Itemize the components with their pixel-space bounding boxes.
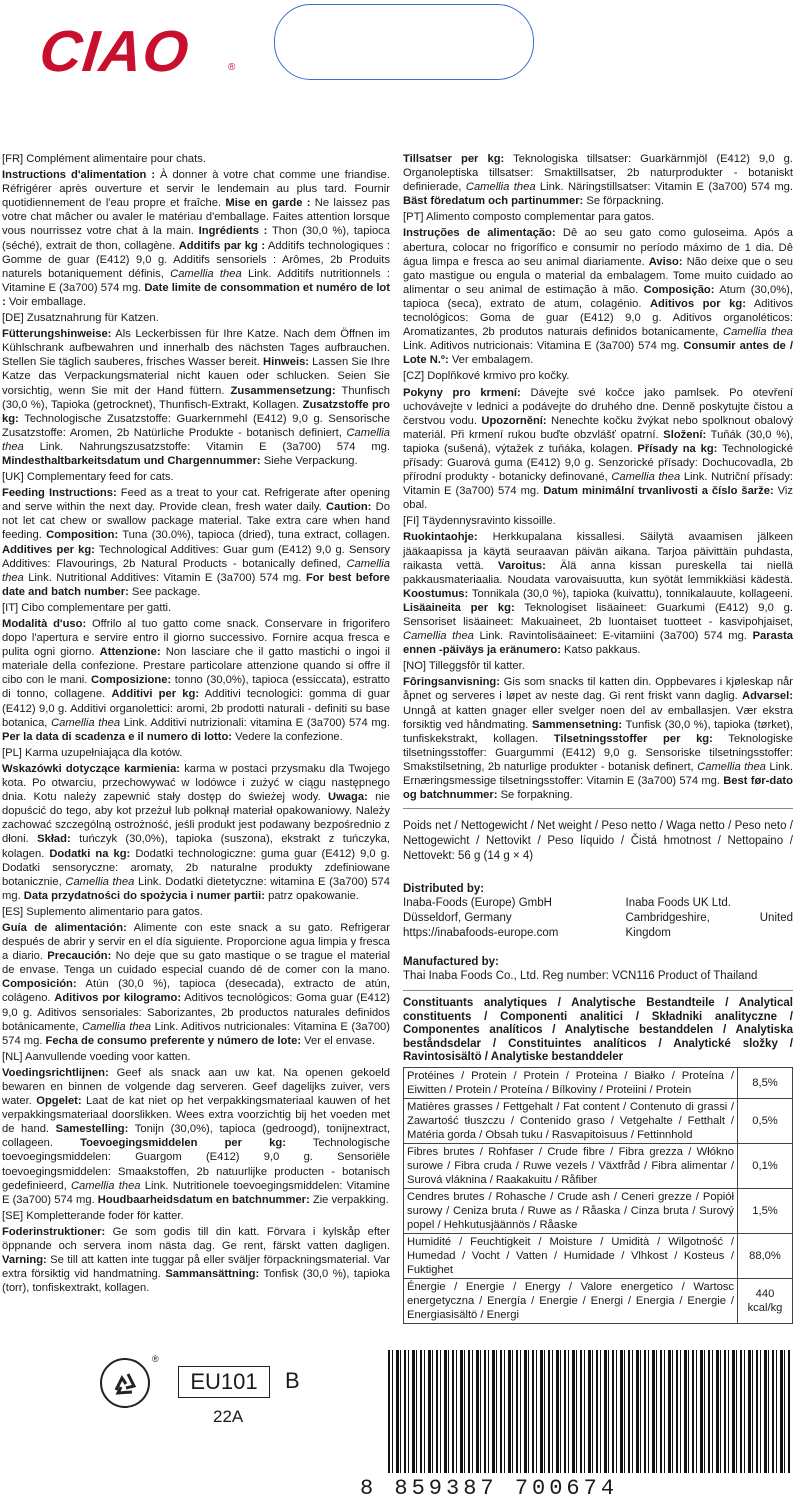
bold-label: Varoitus: [498, 559, 546, 572]
section-body [2, 1066, 390, 1207]
body-text: Ver el envase. [301, 1034, 376, 1047]
italic-term: Camellia thea [65, 875, 135, 888]
body-text: Ge som godis till din katt. Förvara i kylskåp efter öppnande och servera inom nästa dag. Ge rent, färskt vatten dagligen. [2, 1225, 390, 1253]
body-text: Additivi tecnologici: gomma di guar (E412) 9,0 g. Additivi organolettici: aromi, 2b prodotti naturali - definiti su base botanica, [2, 688, 390, 729]
body-text: Tonijn (30,0%), tapioca (gedroogd), tonijnextract, collageen. [2, 1123, 390, 1150]
bold-label: Mise en garde : [225, 197, 311, 210]
bold-label: Varning: [2, 1254, 47, 1267]
body-text: Siehe Verpackung. [260, 454, 358, 467]
language-code: [NL] [2, 1050, 23, 1063]
bold-label: Upozornění: [481, 414, 547, 427]
bold-label: Koostumus: [403, 587, 469, 600]
bold-label: Voedingsrichtlijnen: [2, 1066, 109, 1079]
bold-label: Hinweis: [263, 356, 310, 369]
bold-label: Instructions d'alimentation : [2, 169, 156, 182]
body-text: Link. Aditivos nutricionales: Vitamina E (3a700) 574 mg. [2, 1020, 390, 1047]
bold-label: Samestelling: [55, 1123, 129, 1136]
table-row [404, 1233, 793, 1278]
barcode-number: 8 859387 700674 [360, 1476, 619, 1501]
body-text: Offrilo al tuo gatto come snack. Conservare in frigorifero dopo l'apertura e servire entro il giorno successivo. Fornire acqua fresca e pulita ogni giorno. [2, 618, 391, 659]
section-body [403, 675, 793, 802]
body-text: Ne laissez pas votre chat mâcher ou avaler le matériau d'emballage. Faites attention lorsque vous nourrissez votre chat à la main. [2, 197, 390, 238]
italic-term: Camellia thea [82, 1020, 151, 1033]
bold-label: Fôringsanvisning: [403, 676, 500, 689]
body-text: Technologické přísady: Guarová guma (E412) 9,0 g. Senzorické přísady: Dochucovadla, 2b přírodní produkty - botanicky definované, [403, 442, 793, 484]
section-title: Täydennysravinto kissoille. [422, 515, 556, 528]
body-text: Link. Ernæringsmessige tilsetningsstoffer: Vitamin E (3a700) 574 mg. [403, 760, 794, 788]
body-text: patrz opakowanie. [264, 889, 359, 902]
body-text: tonno (30,0%), tapioca (essiccata), estratto di tonno, collagene. [2, 674, 390, 701]
italic-term: Camellia thea [2, 557, 390, 584]
bold-label: Additifs par kg : [178, 239, 266, 252]
section-title: Alimento composto complementar para gatos. [426, 211, 655, 224]
body-text: Als Leckerbissen für Ihre Katze. Nach dem Öffnen im Kühlschrank aufbewahren und innerhalb des nächsten Tages aufbrauchen. Stellen Sie täglich sauberes, frisches Wasser bereit. [2, 328, 390, 369]
bold-label: Složení: [663, 428, 707, 441]
distributed-block [403, 896, 793, 941]
body-text: Vedere la confezione. [232, 730, 343, 743]
bold-label: Precaución: [47, 950, 112, 963]
body-text: Não deixe que o seu gato mastigue ou engula o material da embalagem. Tome muito cuidado ao alimentar o seu animal de estimação à mão. [403, 255, 793, 296]
bold-label: Composizione: [91, 674, 172, 687]
language-code: [IT] [2, 601, 19, 614]
recycle-icon [100, 1358, 150, 1408]
manufacturer-line: Thai Inaba Foods Co., Ltd. Reg number: VCN116 Product of Thailand [403, 970, 758, 983]
body-text: Unngå at katten gnager eller svelger noen del av emballasjen. Vær ekstra forsiktig ved håndmating. [403, 704, 793, 731]
section-title: Tilleggsfôr til katter. [428, 660, 525, 673]
bold-label: Tilsetningsstoffer per kg: [553, 732, 713, 745]
bold-label: Fecha de consumo preferente y número de lote: [45, 1034, 302, 1047]
italic-term: Camellia thea [611, 471, 681, 484]
distributed-title: Distributed by: [403, 883, 485, 896]
constituent-value: 8,5% [738, 1067, 793, 1098]
bold-label: Opgelet: [36, 1095, 82, 1108]
body-text: Feed as a treat to your cat. Refrigerate after opening and serve within the next day. Provide clean, fresh water daily. [2, 487, 390, 514]
section-heading [403, 210, 793, 224]
section-body [2, 168, 390, 309]
body-text: Viz obal. [403, 485, 793, 512]
bold-label: Datum minimální trvanlivosti a číslo šarže: [543, 485, 774, 498]
section-body [2, 762, 390, 903]
constituent-value: 0,5% [738, 1098, 793, 1143]
section-body [403, 530, 793, 657]
section-title: Zusatznahrung für Katzen. [26, 312, 159, 325]
section-heading [2, 1050, 390, 1064]
section-title: Suplemento alimentario para gatos. [26, 905, 203, 918]
uk-distributor-name: Inaba Foods UK Ltd. [625, 897, 731, 910]
body-text: See package. [128, 585, 201, 598]
net-weight: Poids net / Nettogewicht / Net weight / Peso netto / Waga netto / Peso neto / Nettogewicht / Nettovikt / Peso líquido / Čistá hmotnost / Nettopaino / Nettovekt: 56 g (14 g × 4) [403, 820, 793, 863]
table-row [404, 1188, 793, 1233]
italic-term: Camellia thea [70, 1179, 141, 1192]
section-body [403, 226, 793, 367]
language-code: [DE] [2, 312, 24, 325]
italic-term: Camellia thea [170, 267, 242, 280]
bold-label: Parasta ennen -päiväys ja eränumero: [403, 630, 793, 657]
manufactured-title: Manufactured by: [403, 956, 499, 969]
section-body [2, 921, 390, 1048]
body-text: Tunfisk (30,0 %), tapioka (tørket), tunfiskekstrakt, kollagen. [403, 718, 793, 745]
body-text: Aditivos tecnológicos: Goma de guar (E412) 9,0 g. Aditivos organoléticos: Aromatizantes, 2b produtos naturais definidos botanicamente, [403, 297, 794, 339]
bold-label: Tillsatser per kg: [403, 153, 505, 165]
body-text: Teknologiska tillsatser: Guarkärnmjöl (E412) 9,0 g. Organoleptiska tillsatser: Smaktillsatser, 2b naturprodukter - botaniskt definierade, [403, 153, 793, 194]
bold-label: Lisäaineita per kg: [403, 601, 515, 614]
header [0, 0, 797, 118]
body-text: Link. Nutritionele toevoegingsmiddelen: Vitamine E (3a700) 574 mg. [2, 1179, 390, 1206]
table-row [404, 1098, 793, 1143]
body-text: Älä anna kissan pureskella tai niellä pakkausmateriaalia. Noudata varovaisuutta, kun syötät lemmikkiäsi kädestä. [403, 559, 793, 586]
constituent-value: 1,5% [738, 1188, 793, 1233]
analytics-table [403, 1067, 793, 1324]
section-heading [2, 311, 390, 325]
body-text: Link. Näringstillsatser: Vitamin E (3a700) 574 mg. [535, 181, 793, 194]
body-text: Link. Aditivos nutricionais: Vitamina E (3a700) 574 mg. [403, 340, 684, 353]
bold-label: Best før-dato og batchnummer: [403, 775, 793, 802]
divider [403, 808, 793, 809]
bold-label: Per la data di scadenza e il numero di lotto: [2, 730, 233, 743]
eu-code-letter: B [285, 1368, 300, 1393]
body-text: Do not let cat chew or swallow package material. Take extra care when hand feeding. [2, 501, 390, 542]
body-text: Atún (30,0 %), tapioca (desecada), extracto de atún, colágeno. [2, 978, 390, 1005]
section-body [403, 386, 793, 513]
section-heading [2, 470, 390, 484]
language-code: [SE] [2, 1209, 24, 1222]
body-text: Se förpackning. [583, 195, 665, 208]
section-title: Complementary feed for cats. [26, 471, 174, 484]
body-text: Voir emballage. [5, 295, 86, 308]
bold-label: Dodatki na kg: [49, 847, 131, 860]
section-title: Karma uzupełniająca dla kotów. [25, 746, 183, 759]
section-heading [403, 369, 793, 383]
section-body [2, 486, 390, 599]
body-text: Dávejte své kočce jako pamlsek. Po otevření uchovávejte v lednici a podávejte do druhého dne. Denně poskytujte čistou a čerstvou vodu. [403, 386, 793, 427]
bold-label: Caution: [326, 501, 372, 514]
section-heading [403, 514, 793, 528]
body-text: Teknologiset lisäaineet: Guarkumi (E412) 9,0 g. Sensoriset lisäaineet: Makuaineet, 2b luontaiset tuotteet - kasvipohjaiset, [403, 601, 793, 628]
body-text: tuńczyk (30,0%), tapioka (suszona), ekstrakt z tuńczyka, kolagen. [2, 833, 390, 860]
body-text: Zie verpakking. [309, 1193, 389, 1206]
eu-sub-code: 22A [213, 1407, 244, 1426]
brand-logo: CIAO [36, 19, 193, 84]
bold-label: Mindesthaltbarkeitsdatum und Chargennummer: [2, 454, 261, 467]
body-text: Additifs technologiques : Gomme de guar (E412) 9,0 g. Additifs sensoriels : Arômes, 2b Produits naturels botaniquement définis, [2, 239, 390, 280]
bold-label: Feeding Instructions: [2, 487, 117, 500]
uk-distributor-region: Cambridgeshire, United Kingdom [625, 912, 793, 940]
body-text: Link. Dodatki dietetyczne: witamina E (3a700) 574 mg. [2, 875, 390, 902]
bold-label: Data przydatności do spożycia i numer partii: [23, 889, 265, 902]
recycle-registered-mark: ® [152, 1354, 159, 1364]
bold-label: Sammansättning: [165, 1268, 260, 1281]
table-row [404, 1278, 793, 1323]
italic-term: Camellia thea [2, 426, 390, 453]
language-code: [PT] [403, 211, 424, 224]
bold-label: Pokyny pro krmení: [403, 386, 521, 399]
body-text: Thunfisch (30,0 %), Tapioka (getrocknet), Thunfisch-Extrakt, Kollagen. [2, 384, 390, 411]
bold-label: Zusammensetzung: [230, 384, 336, 397]
constituent-label: Humidité / Feuchtigkeit / Moisture / Umidità / Wilgotność / Humedad / Vocht / Vatten / Humidade / Vlhkost / Kosteus / Fuktighet [404, 1233, 738, 1278]
body-text: nie dopuścić do tego, aby kot przeżuł lub połknął materiał opakowaniowy. Należy zachować szczególną ostrożność, jeśli produkt jest podawany bezpośrednio z dłoni. [2, 791, 391, 846]
distributor-name: Inaba-Foods (Europe) GmbH [403, 897, 552, 910]
bold-label: Zusatzstoffe pro kg: [2, 398, 390, 425]
language-code: [NO] [403, 660, 426, 673]
right-sections [403, 152, 793, 802]
section-title: Aanvullende voeding voor katten. [25, 1050, 191, 1063]
body-text: Gis som snacks til katten din. Oppbevares i kjøleskap når åpnet og serveres i løpet av neste dag. Gi rent friskt vann daglig. [403, 676, 793, 703]
body-text: Link. Nutriční přísady: Vitamin E (3a700) 574 mg. [403, 471, 794, 498]
bold-label: Ruokintaohje: [403, 531, 478, 544]
constituent-label: Cendres brutes / Rohasche / Crude ash / Ceneri grezze / Popiół surowy / Ceniza bruta / Ruwe as / Råaska / Cinza bruta / Surový popel / Hehkutusjäännös / Råaske [404, 1188, 738, 1233]
body-text: Lassen Sie Ihre Katze das Verpackungsmaterial nicht kauen oder schlucken. Seien Sie vorsichtig, wenn Sie mit der Hand füttern. [2, 356, 390, 397]
bold-label: Uwaga: [327, 791, 368, 804]
body-text: Non lasciare che il gatto mastichi o ingoi il materiale della confezione. Prestare particolare attenzione quando si offre il cibo con le mani. [2, 646, 390, 687]
section-heading [2, 601, 390, 615]
language-code: [FR] [2, 153, 24, 165]
table-row [404, 1067, 793, 1098]
section-body [2, 327, 390, 468]
bold-label: Guía de alimentación: [2, 921, 127, 934]
body-text: Ver embalagem. [448, 354, 534, 367]
body-text: Geef als snack aan uw kat. Na openen gekoeld bewaren en binnen de volgende dag serveren. Geef dagelijks zuiver, vers water. [2, 1066, 390, 1108]
distributor-url: https://inabafoods-europe.com [403, 927, 559, 940]
body-text: Katso pakkaus. [560, 644, 641, 657]
bold-label: Sammensetning: [531, 718, 623, 731]
body-text: No deje que su gato mastique o se trague el material de envase. Tenga un cuidado especial cuando dé de comer con la mano. [2, 950, 390, 977]
bold-label: Advarsel: [742, 690, 793, 703]
body-text: karma w postaci przysmaku dla Twojego kota. Po otwarciu, przechowywać w lodówce i zużyć w ciągu następnego dnia. Kotu należy zapewnić stały dostęp do świeżej wody. [2, 762, 390, 804]
blank-label-pill [274, 4, 534, 80]
bold-label: Toevoegingsmiddelen per kg: [80, 1137, 286, 1150]
body-text: Dê ao seu gato como guloseima. Após a abertura, colocar no frigorífico e consumir no período máximo de 1 dia. Dê água limpa e fresca ao seu animal diariamente. [403, 227, 793, 268]
section-heading [2, 905, 390, 919]
bold-label: Consumir antes de / Lote N.º: [403, 340, 793, 367]
section-title: Complément alimentaire pour chats. [26, 153, 206, 165]
italic-term: Camellia thea [697, 760, 766, 773]
body-text: Link. Nahrungszusatzstoffe: Vitamin E (3a700) 574 mg. [23, 440, 390, 453]
section-title: Kompletterande foder för katter. [26, 1209, 184, 1222]
distributor-city: Düsseldorf, Germany [403, 912, 512, 925]
language-code: [UK] [2, 471, 24, 484]
language-code: [ES] [2, 905, 24, 918]
bold-label: Aditivos por kilogramo: [54, 992, 182, 1005]
bold-label: Additives per kg: [2, 543, 95, 556]
bold-label: Houdbaarheidsdatum en batchnummer: [97, 1193, 310, 1206]
section-heading [403, 659, 793, 673]
section-body [2, 617, 390, 744]
body-text: Dodatki technologiczne: guma guar (E412) 9,0 g. Dodatki sensoryczne: aromaty, 2b naturalne produkty zdefiniowane botanicznie, [2, 847, 391, 888]
body-text: Alimente con este snack a su gato. Refrigerar después de abrir y servir en el día siguiente. Proporcione agua limpia y fresca a diario. [2, 921, 390, 963]
right-text-column [403, 152, 793, 1324]
bold-label: Aditivos por kg: [649, 297, 746, 310]
eu-code-box: EU101 [178, 1366, 270, 1398]
body-text: Se till att katten inte tuggar på eller sväljer förpackningsmaterial. Var extra försiktig vid handmatning. [2, 1254, 390, 1281]
constituent-label: Protéines / Protein / Protein / Proteina / Białko / Proteína / Eiwitten / Protein / Proteína / Bílkoviny / Proteiini / Protein [404, 1067, 738, 1098]
section-title: Doplňkové krmivo pro kočky. [427, 370, 570, 383]
section-body [403, 152, 793, 208]
bold-label: Composição: [643, 283, 715, 296]
constituent-value: 88,0% [738, 1233, 793, 1278]
body-text: Se forpakning. [497, 789, 573, 802]
bold-label: Wskazówki dotyczące karmienia: [2, 762, 181, 775]
bold-label: Aviso: [648, 255, 683, 268]
section-title: Cibo complementare per gatti. [21, 601, 172, 614]
barcode [388, 1350, 790, 1473]
bold-label: Modalità d'uso: [2, 618, 87, 630]
bold-label: Additivi per kg: [111, 688, 200, 701]
section-heading [2, 152, 390, 166]
constituent-label: Énergie / Energie / Energy / Valore energetico / Wartosc energetyczna / Energía / Energie / Energi / Energia / Energie / Energiasisältö / Energi [404, 1278, 738, 1323]
bottom-strip [0, 1350, 797, 1500]
constituent-value: 0,1% [738, 1143, 793, 1188]
body-text: Tuňák (30,0 %), tapioka (sušená), výtažek z tuňáka, kolagen. [403, 428, 793, 455]
constituent-value: 440 kcal/kg [738, 1278, 793, 1323]
bold-label: Skład: [37, 833, 71, 846]
body-text: Thon (30,0 %), tapioca (séché), extrait de thon, collagène. [2, 225, 390, 252]
bold-label: Ingrédients : [198, 225, 268, 238]
analytics-title: Constituants analytiques / Analytische Bestandteile / Analytical constituents / Componenti analitici / Składniki analityczne / Componentes analíticos / Analytische bestanddelen / Analytiska beståndsdelar / Constituintes analíticos / Analytické složky / Ravintosisältö / Analytiske bestanddeler [403, 997, 793, 1064]
language-code: [FI] [403, 515, 420, 528]
italic-term: Camellia thea [722, 326, 793, 339]
body-text: Technologische toevoegingsmiddelen: Guargom (E412) 9,0 g. Sensoriële toevoegingsmiddelen: Smaakstoffen, 2b natuurlijke producten - botanisch gedefinieerd, [2, 1137, 390, 1192]
body-text: Link. Ravintolisäaineet: E-vitamiini (3a700) 574 mg. [473, 630, 753, 643]
table-row [404, 1143, 793, 1188]
body-text: Herkkupalana kissallesi. Säilytä avaamisen jälkeen jääkaapissa ja käytä seuraavan päivän aikana. Tarjoa päivittäin puhdasta, raikasta vettä. [403, 531, 793, 572]
body-text: Link. Additifs nutritionnels : Vitamine E (3a700) 574 mg. [2, 267, 390, 294]
language-code: [PL] [2, 746, 22, 759]
bold-label: Composition: [46, 529, 119, 542]
bold-label: Instruções de alimentação: [403, 227, 556, 240]
body-text: Tonfisk (30,0 %), tapioka (torr), tonfiskextrakt, kollagen. [2, 1268, 391, 1295]
left-text-column [2, 152, 390, 1297]
italic-term: Camellia thea [403, 630, 474, 643]
section-heading [2, 1209, 390, 1223]
bold-label: For best before date and batch number: [2, 571, 391, 598]
language-code: [CZ] [403, 370, 425, 383]
bold-label: Přísady na kg: [637, 442, 718, 455]
body-text: Atum (30,0%), tapioca (seca), extrato de atum, colagénio. [403, 283, 793, 310]
body-text: Technologische Zusatzstoffe: Guarkernmehl (E412) 9,0 g. Sensorische Zusatzstoffe: Aromen, 2b Natürliche Produkte - botanisch definiert, [2, 412, 390, 439]
italic-term: Camellia thea [51, 716, 121, 729]
body-text: Link. Nutritional Additives: Vitamin E (3a700) 574 mg. [23, 571, 306, 584]
bold-label: Foderinstruktioner: [2, 1225, 106, 1238]
body-text: À donner à votre chat comme une friandise. Réfrigérer après ouverture et servir le lendemain au plus tard. Fournir quotidiennement de l'eau propre et fraîche. [2, 169, 391, 210]
body-text: Aditivos tecnológicos: Goma guar (E412) 9,0 g. Aditivos sensoriales: Saborizantes, 2b productos naturales definidos botánicamente, [2, 992, 390, 1033]
bold-label: Bäst föredatum och partinummer: [403, 195, 584, 208]
bold-label: Date limite de consommation et numéro de lot : [2, 281, 390, 308]
section-heading [2, 746, 390, 760]
bold-label: Fütterungshinweise: [2, 328, 112, 341]
divider [403, 990, 793, 991]
section-body [2, 1225, 390, 1295]
bold-label: Attenzione: [99, 646, 161, 659]
body-text: Link. Additivi nutrizionali: vitamina E (3a700) 574 mg. [120, 716, 391, 729]
brand-registered-mark: ® [228, 62, 236, 73]
constituent-label: Fibres brutes / Rohfaser / Crude fibre / Fibra grezza / Włókno surowe / Fibra cruda / Ruwe vezels / Växtfråd / Fibra alimentar / Surová vláknina / Raakakuitu / Råfiber [404, 1143, 738, 1188]
body-text: Technological Additives: Guar gum (E412) 9,0 g. Sensory Additives: Flavourings, 2b Natural Products - botanically defined, [2, 543, 390, 570]
body-text: Laat de kat niet op het verpakkingsmateriaal kauwen of het verpakkingsmateriaal doorslikken. Wees extra voorzichtig bij het voeden met de hand. [2, 1095, 390, 1136]
body-text: Teknologiske tilsetningsstoffer: Guargummi (E412) 9,0 g. Sensoriske tilsetningsstoffer: Smakstilsetning, 2b naturlige produkter - botanisk definert, [403, 732, 793, 773]
italic-term: Camellia thea [465, 181, 536, 194]
body-text: Tuna (30.0%), tapioca (dried), tuna extract, collagen. [118, 529, 391, 542]
body-text: Tonnikala (30,0 %), tapioka (kuivattu), tonnikalauute, kollageeni. [468, 587, 793, 600]
constituent-label: Matières grasses / Fettgehalt / Fat content / Contenuto di grassi / Zawartość tłuszczu / Contenido graso / Vetgehalte / Fetthalt / Matéria gorda / Obsah tuku / Rasvapitoisuus / Fettinnhold [404, 1098, 738, 1143]
bold-label: Composición: [2, 978, 77, 991]
body-text: Nenechte kočku žvýkat nebo spolknout obalový materiál. Při krmení rukou buďte obzvlášť opatrní. [403, 414, 794, 441]
